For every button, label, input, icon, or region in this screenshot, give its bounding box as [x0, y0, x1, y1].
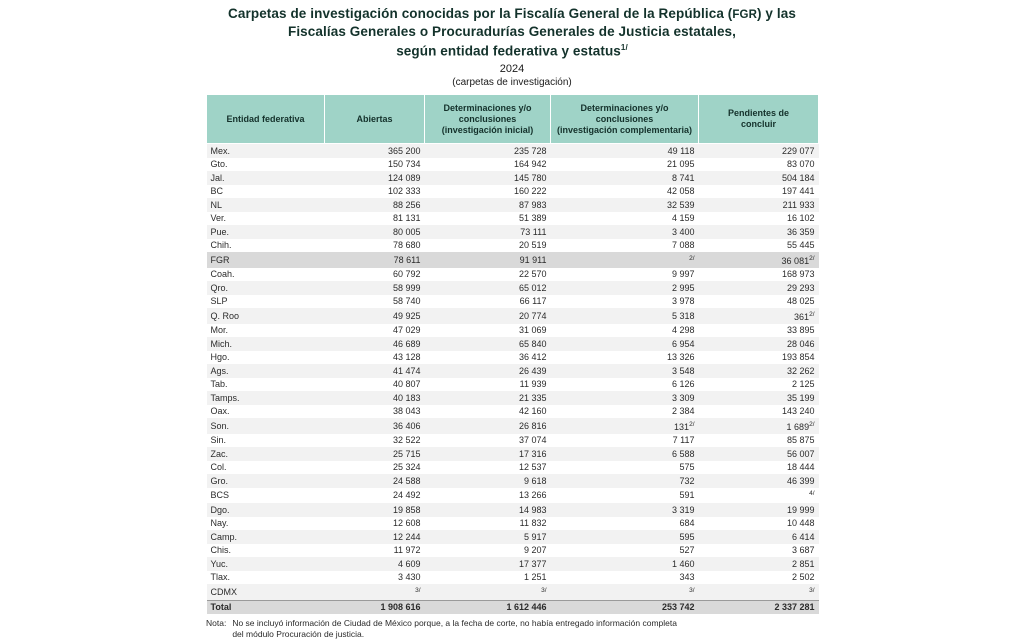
cell-pendientes: 2 502 [699, 571, 819, 585]
year-label: 2024 [499, 63, 525, 75]
cell-pendientes: 55 445 [699, 239, 819, 253]
cell-inicial: 65 012 [425, 281, 551, 295]
cell-abiertas: 78 680 [325, 239, 425, 253]
table-row [207, 239, 819, 253]
cell-abiertas: 40 807 [325, 378, 425, 392]
cell-complementaria: 6 588 [551, 447, 699, 461]
cell-abiertas: 47 029 [325, 324, 425, 338]
cell-inicial: 13 266 [425, 488, 551, 504]
cell-complementaria: 684 [551, 517, 699, 531]
cell-inicial: 37 074 [425, 434, 551, 448]
cell-inicial: 26 816 [425, 418, 551, 434]
cell-entidad: Tamps. [207, 391, 325, 405]
cell-entidad: Son. [207, 418, 325, 434]
table-row [207, 308, 819, 324]
cell-entidad: CDMX [207, 584, 325, 600]
cell-pendientes: 2 851 [699, 557, 819, 571]
cell-abiertas: 43 128 [325, 351, 425, 365]
column-header-inicial-l2: conclusiones [458, 113, 517, 124]
cell-entidad: Q. Roo [207, 308, 325, 324]
cell-inicial: 36 412 [425, 351, 551, 365]
cell-entidad: BCS [207, 488, 325, 504]
title-line-3 [0, 40, 1024, 60]
cell-pendientes: 46 399 [699, 474, 819, 488]
table-row [207, 405, 819, 419]
table-header [207, 95, 819, 144]
cell-total-pendientes: 2 337 281 [699, 600, 819, 614]
title-line-1-b: ) y las [756, 6, 796, 21]
cell-entidad: Gto. [207, 158, 325, 172]
column-header-complementaria-l3: (investigación complementaria) [556, 124, 693, 135]
cell-pendientes: 18 444 [699, 461, 819, 475]
cell-entidad: Dgo. [207, 503, 325, 517]
cell-pendientes: 85 875 [699, 434, 819, 448]
cell-pendientes: 197 441 [699, 185, 819, 199]
table-row [207, 185, 819, 199]
cell-abiertas: 12 608 [325, 517, 425, 531]
column-header-entidad: Entidad federativa [207, 95, 325, 144]
cell-pendientes: 143 240 [699, 405, 819, 419]
table-note [206, 618, 818, 640]
cell-complementaria: 3 400 [551, 225, 699, 239]
cell-abiertas: 124 089 [325, 171, 425, 185]
column-header-inicial [425, 95, 551, 144]
footnote-marker: 2/ [689, 254, 695, 262]
cell-inicial: 26 439 [425, 364, 551, 378]
cell-inicial: 20 774 [425, 308, 551, 324]
footnote-marker: 4/ [809, 490, 815, 497]
cell-complementaria: 6 954 [551, 337, 699, 351]
cell-pendientes: 56 007 [699, 447, 819, 461]
cell-entidad: Chis. [207, 544, 325, 558]
title-line-3-text: según entidad federativa y estatus [396, 43, 621, 59]
cell-pendientes: 36 359 [699, 225, 819, 239]
table-row [207, 571, 819, 585]
cell-complementaria: 732 [551, 474, 699, 488]
table-container [206, 94, 818, 614]
table-row [207, 461, 819, 475]
cell-inicial: 5 917 [425, 530, 551, 544]
cell-complementaria: 7 088 [551, 239, 699, 253]
cell-inicial: 164 942 [425, 158, 551, 172]
cell-complementaria: 591 [551, 488, 699, 504]
cell-abiertas: 25 324 [325, 461, 425, 475]
table-row [207, 530, 819, 544]
cell-inicial: 235 728 [425, 144, 551, 158]
table-row [207, 324, 819, 338]
cell-abiertas [325, 584, 425, 600]
footnote-marker: 2/ [689, 420, 695, 428]
footnote-marker: 3/ [689, 586, 695, 594]
cell-complementaria: 575 [551, 461, 699, 475]
cell-abiertas: 11 972 [325, 544, 425, 558]
cell-complementaria: 21 095 [551, 158, 699, 172]
cell-inicial: 11 832 [425, 517, 551, 531]
cell-abiertas: 60 792 [325, 268, 425, 282]
table-row [207, 337, 819, 351]
cell-pendientes: 19 999 [699, 503, 819, 517]
units-label: (carpetas de investigación) [452, 77, 572, 88]
cell-inicial: 51 389 [425, 212, 551, 226]
cell-inicial: 31 069 [425, 324, 551, 338]
table-row [207, 252, 819, 268]
cell-complementaria: 527 [551, 544, 699, 558]
column-header-inicial-l3: (investigación inicial) [441, 124, 534, 135]
cell-pendientes: 16 102 [699, 212, 819, 226]
cell-complementaria: 8 741 [551, 171, 699, 185]
cell-abiertas: 150 734 [325, 158, 425, 172]
cell-inicial: 17 316 [425, 447, 551, 461]
cell-entidad: Hgo. [207, 351, 325, 365]
cell-inicial: 17 377 [425, 557, 551, 571]
cell-pendientes [699, 488, 819, 504]
table-row [207, 418, 819, 434]
cell-pendientes: 168 973 [699, 268, 819, 282]
cell-pendientes: 229 077 [699, 144, 819, 158]
cell-complementaria [551, 584, 699, 600]
cell-abiertas: 38 043 [325, 405, 425, 419]
table-body [207, 144, 819, 615]
cell-total-inicial: 1 612 446 [425, 600, 551, 614]
cell-entidad: Oax. [207, 405, 325, 419]
cell-abiertas: 32 522 [325, 434, 425, 448]
cell-inicial: 42 160 [425, 405, 551, 419]
title-fgr-acronym: FGR [732, 9, 757, 21]
cell-inicial: 22 570 [425, 268, 551, 282]
note-text-line-2: del módulo Procuración de justicia. [232, 629, 365, 639]
cell-pendientes: 10 448 [699, 517, 819, 531]
cell-entidad: Camp. [207, 530, 325, 544]
column-header-pendientes [699, 95, 819, 144]
cell-inicial: 20 519 [425, 239, 551, 253]
column-header-abiertas: Abiertas [325, 95, 425, 144]
cell-complementaria: 42 058 [551, 185, 699, 199]
cell-entidad: FGR [207, 252, 325, 268]
cell-entidad: Nay. [207, 517, 325, 531]
cell-inicial: 66 117 [425, 295, 551, 309]
cell-abiertas: 80 005 [325, 225, 425, 239]
cell-abiertas: 25 715 [325, 447, 425, 461]
title-line-1-a: Carpetas de investigación conocidas por la Fiscalía General de la República ( [228, 6, 733, 21]
cell-pendientes: 36 $081^{2/}$ [699, 252, 819, 268]
cell-inicial: 73 111 [425, 225, 551, 239]
footnote-marker: 3/ [415, 586, 421, 594]
title-footnote-marker: 1/ [620, 43, 628, 52]
cell-entidad: Zac. [207, 447, 325, 461]
cell-entidad: Col. [207, 461, 325, 475]
cell-complementaria: 5 318 [551, 308, 699, 324]
cell-entidad: Ver. [207, 212, 325, 226]
cell-abiertas: 12 244 [325, 530, 425, 544]
cell-abiertas: 88 256 [325, 198, 425, 212]
cell-abiertas: 81 131 [325, 212, 425, 226]
cell-entidad: BC [207, 185, 325, 199]
cell-pendientes: 193 854 [699, 351, 819, 365]
cell-abiertas: 58 740 [325, 295, 425, 309]
table-row [207, 584, 819, 600]
cell-entidad: SLP [207, 295, 325, 309]
cell-abiertas: 24 492 [325, 488, 425, 504]
table-row [207, 295, 819, 309]
title-block [0, 0, 1024, 89]
cell-pendientes: 35 199 [699, 391, 819, 405]
table-row [207, 434, 819, 448]
cell-abiertas: 41 474 [325, 364, 425, 378]
note-text [232, 618, 818, 640]
cell-abiertas: 19 858 [325, 503, 425, 517]
cell-complementaria: 4 159 [551, 212, 699, 226]
cell-complementaria: 6 126 [551, 378, 699, 392]
table-row [207, 517, 819, 531]
table-row [207, 225, 819, 239]
cell-complementaria: 2 995 [551, 281, 699, 295]
column-header-complementaria-l1: Determinaciones y/o [580, 102, 669, 113]
cell-complementaria: 343 [551, 571, 699, 585]
table-row [207, 158, 819, 172]
cell-complementaria: 32 539 [551, 198, 699, 212]
cell-entidad: Tab. [207, 378, 325, 392]
cell-pendientes: 6 414 [699, 530, 819, 544]
cell-complementaria: 49 118 [551, 144, 699, 158]
cell-inicial: 9 618 [425, 474, 551, 488]
column-header-complementaria [551, 95, 699, 144]
column-header-complementaria-l2: conclusiones [595, 113, 654, 124]
cell-entidad: Gro. [207, 474, 325, 488]
cell-total-abiertas: 1 908 616 [325, 600, 425, 614]
column-header-inicial-l1: Determinaciones y/o [443, 102, 532, 113]
cell-entidad: Mor. [207, 324, 325, 338]
cell-inicial: 65 840 [425, 337, 551, 351]
cell-complementaria: 3 319 [551, 503, 699, 517]
cell-pendientes: 28 046 [699, 337, 819, 351]
cell-inicial [425, 584, 551, 600]
table-row [207, 503, 819, 517]
cell-abiertas: 4 609 [325, 557, 425, 571]
table-row [207, 488, 819, 504]
cell-entidad: Chih. [207, 239, 325, 253]
cell-pendientes: 1 $689^{2/}$ [699, 418, 819, 434]
table-row [207, 268, 819, 282]
cell-complementaria: 4 298 [551, 324, 699, 338]
note-label: Nota: [206, 618, 227, 628]
cell-complementaria: 3 548 [551, 364, 699, 378]
cell-inicial: 14 983 [425, 503, 551, 517]
table-total-row [207, 600, 819, 614]
cell-abiertas: 40 183 [325, 391, 425, 405]
cell-complementaria: 2 384 [551, 405, 699, 419]
table-row [207, 212, 819, 226]
cell-pendientes: 32 262 [699, 364, 819, 378]
cell-abiertas: 365 200 [325, 144, 425, 158]
cell-inicial: 1 251 [425, 571, 551, 585]
footnote-marker: 3/ [541, 586, 547, 594]
footnote-marker: 2/ [809, 254, 815, 262]
cell-abiertas: 46 689 [325, 337, 425, 351]
table-row [207, 351, 819, 365]
cell-abiertas: 102 333 [325, 185, 425, 199]
cell-complementaria: 9 997 [551, 268, 699, 282]
table-row [207, 378, 819, 392]
cell-pendientes: 504 184 [699, 171, 819, 185]
cell-inicial: 12 537 [425, 461, 551, 475]
table-row [207, 364, 819, 378]
cell-complementaria: 3 978 [551, 295, 699, 309]
footnote-marker: 2/ [809, 310, 815, 318]
cell-total-complementaria: 253 742 [551, 600, 699, 614]
cell-entidad: Yuc. [207, 557, 325, 571]
cell-inicial: 91 911 [425, 252, 551, 268]
column-header-pendientes-l2: concluir [740, 119, 776, 129]
cell-pendientes: 48 025 [699, 295, 819, 309]
table-row [207, 198, 819, 212]
cell-inicial: 9 207 [425, 544, 551, 558]
cell-pendientes: 211 933 [699, 198, 819, 212]
cell-pendientes [699, 584, 819, 600]
footnote-marker: 3/ [809, 586, 815, 594]
title-line-1 [0, 6, 1024, 24]
statistics-table [206, 94, 819, 614]
cell-abiertas: 3 430 [325, 571, 425, 585]
table-row [207, 447, 819, 461]
table-row [207, 171, 819, 185]
cell-pendientes: 33 895 [699, 324, 819, 338]
note-text-line-1: No se incluyó información de Ciudad de México porque, a la fecha de corte, no había entregado información completa [232, 618, 677, 628]
cell-complementaria [551, 252, 699, 268]
cell-entidad: Qro. [207, 281, 325, 295]
cell-abiertas: 58 999 [325, 281, 425, 295]
cell-entidad: Mex. [207, 144, 325, 158]
cell-pendientes: 2 125 [699, 378, 819, 392]
cell-inicial: 145 780 [425, 171, 551, 185]
table-header-row [207, 95, 819, 144]
cell-entidad: Sin. [207, 434, 325, 448]
column-header-pendientes-l1: Pendientes de [727, 108, 790, 118]
cell-entidad: Ags. [207, 364, 325, 378]
cell-entidad: Jal. [207, 171, 325, 185]
table-row [207, 391, 819, 405]
cell-inicial: 11 939 [425, 378, 551, 392]
table-row [207, 557, 819, 571]
table-row [207, 544, 819, 558]
cell-abiertas: 49 925 [325, 308, 425, 324]
cell-inicial: 87 983 [425, 198, 551, 212]
table-row [207, 144, 819, 158]
cell-entidad: Tlax. [207, 571, 325, 585]
cell-entidad: Mich. [207, 337, 325, 351]
cell-pendientes: 83 070 [699, 158, 819, 172]
cell-inicial: 160 222 [425, 185, 551, 199]
cell-pendientes: 29 293 [699, 281, 819, 295]
table-row [207, 281, 819, 295]
cell-pendientes: 3 687 [699, 544, 819, 558]
cell-entidad: NL [207, 198, 325, 212]
cell-abiertas: 24 588 [325, 474, 425, 488]
cell-entidad: Coah. [207, 268, 325, 282]
cell-inicial: 21 335 [425, 391, 551, 405]
cell-complementaria: 595 [551, 530, 699, 544]
cell-complementaria: $131^{2/}$ [551, 418, 699, 434]
cell-total-label: Total [207, 600, 325, 614]
cell-complementaria: 3 309 [551, 391, 699, 405]
cell-abiertas: 36 406 [325, 418, 425, 434]
title-line-2: Fiscalías Generales o Procuradurías Generales de Justicia estatales, [287, 23, 737, 39]
cell-complementaria: 7 117 [551, 434, 699, 448]
cell-entidad: Pue. [207, 225, 325, 239]
cell-complementaria: 13 326 [551, 351, 699, 365]
cell-pendientes: $361^{2/}$ [699, 308, 819, 324]
cell-complementaria: 1 460 [551, 557, 699, 571]
footnote-marker: 2/ [809, 420, 815, 428]
table-row [207, 474, 819, 488]
cell-abiertas: 78 611 [325, 252, 425, 268]
